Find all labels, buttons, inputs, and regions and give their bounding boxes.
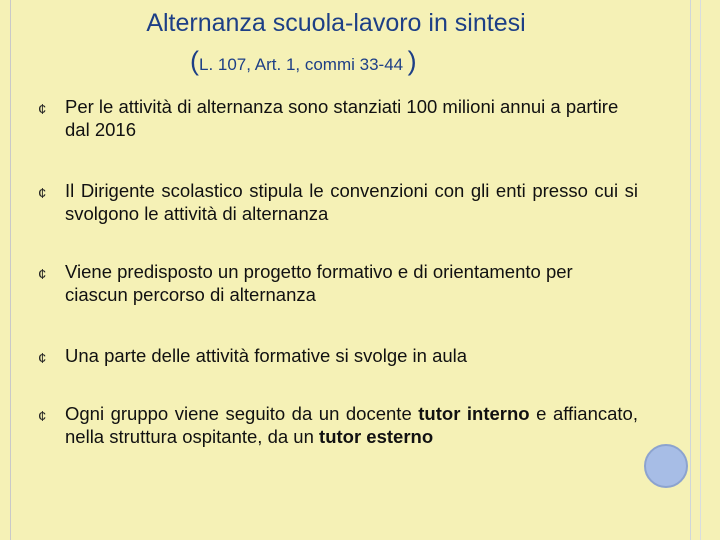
- bullet-list: [38, 95, 638, 448]
- bullet-bold-term: tutor interno: [418, 403, 530, 424]
- bullet-item: [38, 179, 638, 225]
- bullet-marker-icon: ¢: [38, 101, 47, 118]
- bullet-text: Una parte delle attività formative si svolge in aula: [65, 345, 468, 366]
- bullet-bold-term: tutor esterno: [319, 426, 434, 447]
- bullet-marker-icon: ¢: [38, 185, 47, 202]
- bullet-item: [38, 402, 638, 448]
- left-border-line: [10, 0, 11, 540]
- bullet-item: [38, 260, 638, 306]
- bullet-text-part: e affiancato, nella struttura ospitante, da un: [65, 403, 638, 447]
- bullet-text: Viene predisposto un progetto formativo e di orientamento per ciascun percorso di alternanza: [65, 261, 573, 305]
- slide-title: Alternanza scuola-lavoro in sintesi: [146, 9, 526, 37]
- bullet-marker-icon: ¢: [38, 266, 47, 283]
- bullet-item: [38, 344, 638, 367]
- bullet-marker-icon: ¢: [38, 350, 47, 367]
- subtitle-close-paren: ): [407, 46, 417, 76]
- bullet-marker-icon: ¢: [38, 408, 47, 425]
- decorative-circle-icon: [644, 444, 688, 488]
- bullet-item: [38, 95, 638, 141]
- subtitle-open-paren: (: [190, 46, 199, 76]
- bullet-text: Per le attività di alternanza sono stanziati 100 milioni annui a partire dal 2016: [65, 96, 619, 140]
- right-border-line: [690, 0, 691, 540]
- slide-subtitle: [190, 46, 417, 77]
- bullet-text: Il Dirigente scolastico stipula le convenzioni con gli enti presso cui si svolgono le attività di alternanza: [65, 180, 638, 224]
- bullet-text-part: Ogni gruppo viene seguito da un docente: [65, 403, 419, 424]
- subtitle-text: L. 107, Art. 1, commi 33-44: [199, 55, 404, 74]
- right-border-line-outer: [700, 0, 701, 540]
